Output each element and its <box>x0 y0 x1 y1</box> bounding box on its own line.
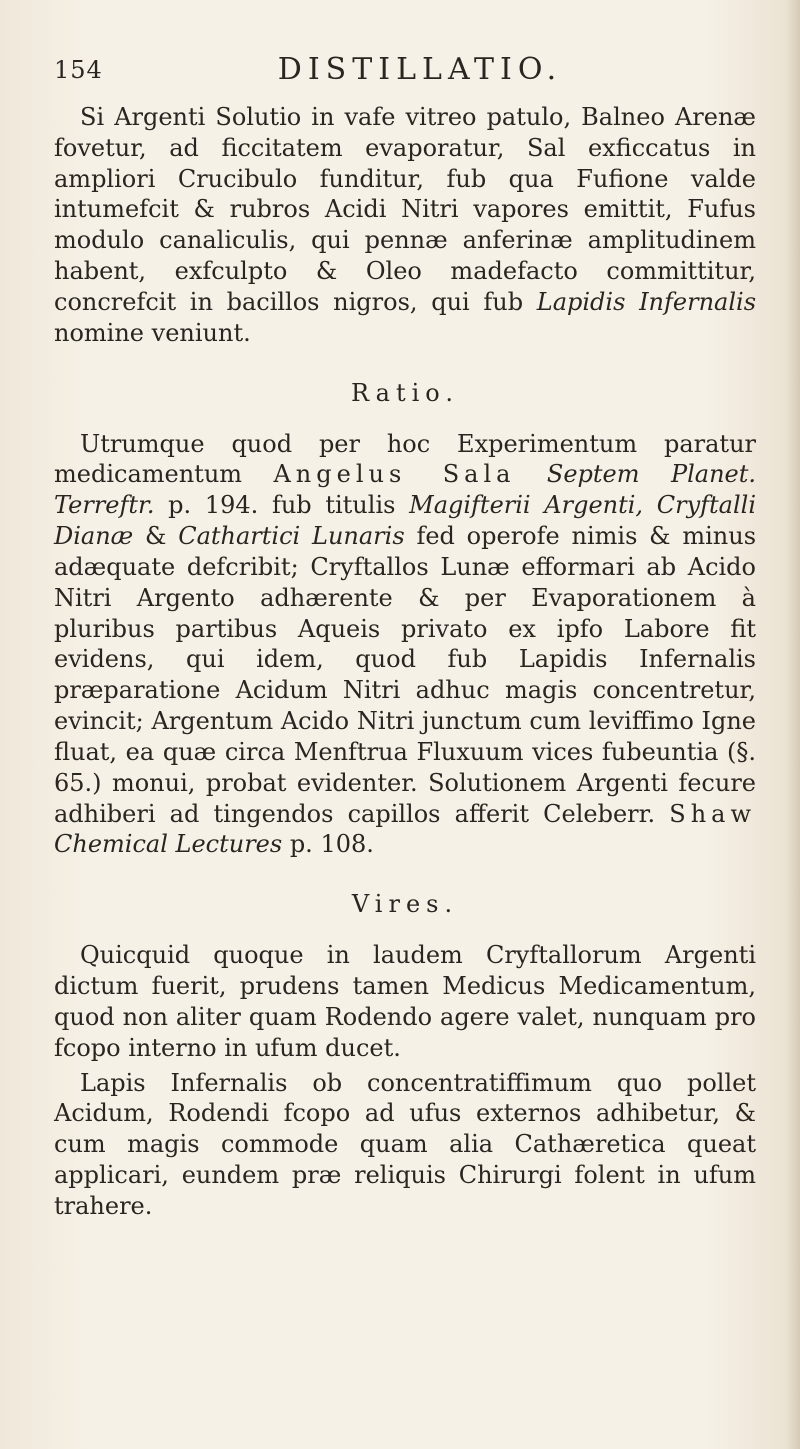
author-shaw: Shaw <box>669 799 756 828</box>
page-edge-shadow <box>786 0 800 1449</box>
ratio-text-4: fed operofe nimis & minus adæquate defcribit; Cryftallos Lunæ efformari ab Acido Nitri Argento adhærente & per Evaporationem à pluribus partibus Aqueis privato ex ipfo Labore fit evidens, qui idem, quod fub Lapidis Infernalis præparatione Acidum Nitri adhuc magis concentretur, evincit; Argentum Acido Nitri junctum cum leviffimo Igne fluat, ea quæ circa Menftrua Fluxuum vices fubeuntia (§. 65.) monui, probat evidenter. Solutionem Argenti fecure adhiberi ad tingendos capillos afferit Celeberr. <box>54 522 757 828</box>
vires-paragraph-1: Quicquid quoque in laudem Cryftallorum Argenti dictum fuerit, prudens tamen Medicus Medicamentum, quod non aliter quam Rodendo agere valet, nunquam pro fcopo interno in ufum ducet. <box>54 941 756 1062</box>
running-head: DISTILLATIO. <box>277 52 563 87</box>
section-title-vires: Vires. <box>351 890 459 919</box>
vires-paragraph-2: Lapis Infernalis ob concentratiffimum quo pollet Acidum, Rodendi fcopo ad ufus externos adhibetur, & cum magis commode quam alia Cathæretica queat applicari, eundem præ reliquis Chirurgi folent in ufum trahere. <box>54 1068 756 1220</box>
intro-tail: nomine veniunt. <box>54 318 251 347</box>
intro-paragraph <box>54 102 756 349</box>
section-title-ratio: Ratio. <box>351 378 459 407</box>
ratio-italic-2: Magifterii Argenti, Cryftalli Dianæ <box>54 491 756 551</box>
ratio-text-2: p. 194. fub titulis <box>154 491 410 520</box>
ratio-italic-4: Chemical Lectures <box>54 830 283 859</box>
ratio-text-5: p. 108. <box>282 830 374 859</box>
ratio-text-1: Utrumque quod per hoc Experimentum paratur medicamentum <box>54 429 756 489</box>
ratio-italic-1: Septem Planet. Terreftr. <box>54 460 757 520</box>
intro-text: Si Argenti Solutio in vafe vitreo patulo, Balneo Arenæ fovetur, ad ficcitatem evaporatur, Sal exficcatus in ampliori Crucibulo funditur, fub qua Fufione valde intumefcit & rubros Acidi Nitri vapores emittit, Fufus modulo canaliculis, qui pennæ anferinæ amplitudinem habent, exfculpto & Oleo madefacto committitur, concrefcit in bacillos nigros, qui fub <box>54 103 756 316</box>
ratio-italic-3: Cathartici Lunaris <box>178 522 405 551</box>
page-header <box>54 52 756 92</box>
intro-italic-term: Lapidis Infernalis <box>536 287 757 316</box>
ratio-paragraph <box>54 429 756 861</box>
page-number: 154 <box>54 56 103 84</box>
ratio-text-3: & <box>133 522 179 551</box>
author-sala: Angelus Sala <box>273 460 516 489</box>
